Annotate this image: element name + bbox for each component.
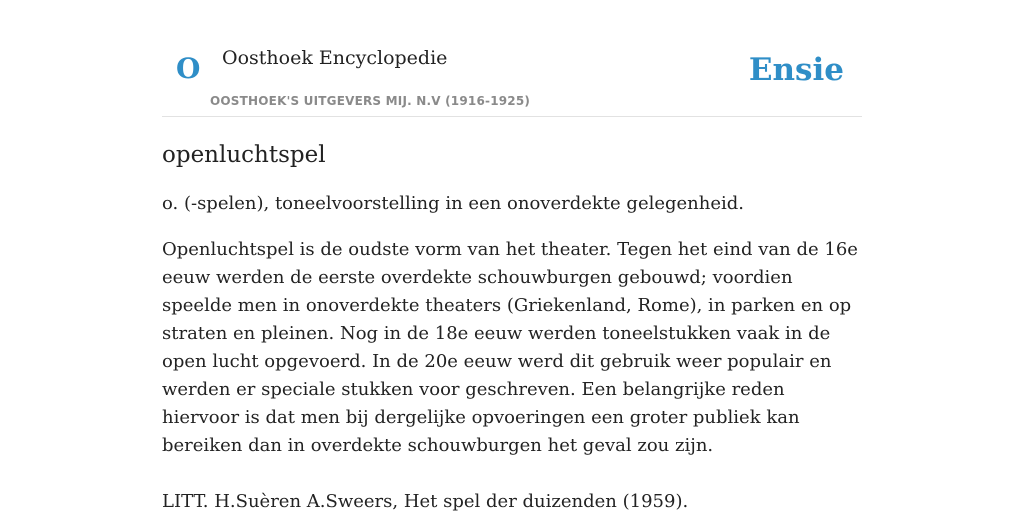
entry-title: openluchtspel: [162, 142, 326, 168]
encyclopedia-title[interactable]: Oosthoek Encyclopedie: [222, 47, 448, 69]
entry-content: [162, 136, 872, 512]
entry-literature: LITT. H.Suèren A.Sweers, Het spel der duizenden (1959).: [162, 491, 689, 512]
letter-index-badge[interactable]: O: [176, 52, 201, 85]
entry-body: Openluchtspel is de oudste vorm van het theater. Tegen het eind van de 16e eeuw werden de eerste overdekte schouwburgen gebouwd; voordien speelde men in onoverdekte theaters (Griekenland, Rome), in parken en op straten en pleinen. Nog in de 18e eeuw werden toneelstukken vaak in de open lucht opgevoerd. In de 20e eeuw werd dit gebruik weer populair en werden er speciale stukken voor geschreven. Een belangrijke reden hiervoor is dat men bij dergelijke opvoeringen een groter publiek kan bereiken dan in overdekte schouwburgen het geval zou zijn.: [162, 239, 858, 456]
page-header: [162, 0, 862, 117]
ensie-logo-link[interactable]: Ensie: [748, 52, 844, 88]
publisher-label: OOSTHOEK'S UITGEVERS MIJ. N.V (1916-1925): [210, 94, 531, 108]
entry-definition: o. (-spelen), toneelvoorstelling in een onoverdekte gelegenheid.: [162, 193, 745, 214]
